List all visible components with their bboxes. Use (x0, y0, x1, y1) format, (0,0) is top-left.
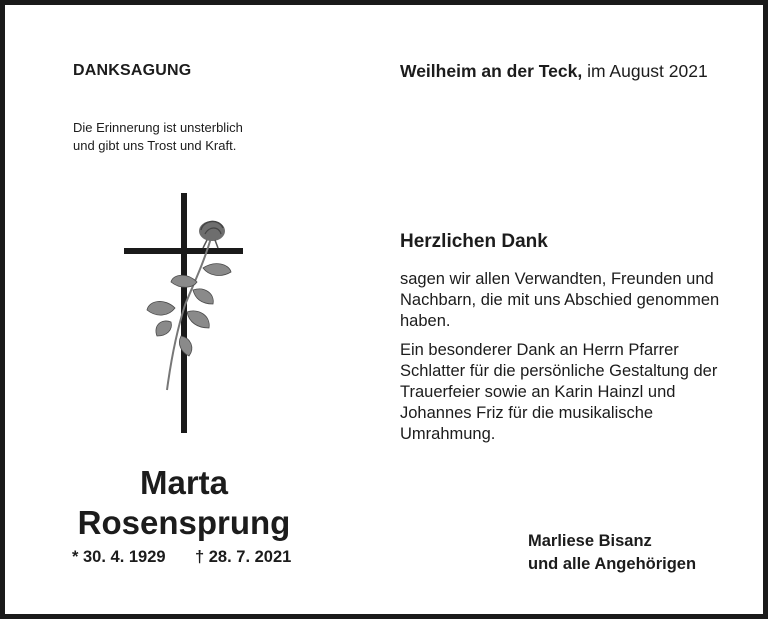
last-name: Rosensprung (77, 504, 291, 541)
thanks-paragraph-1: sagen wir allen Verwandten, Freunden und Nachbarn, die mit uns Abschied genommen haben. (400, 270, 720, 330)
motto (73, 119, 313, 155)
signer-line-2: und alle Angehörigen (528, 555, 697, 573)
cross-with-rose-icon (115, 190, 255, 435)
first-name: Marta (139, 464, 229, 501)
signer-line-1: Marliese Bisanz (528, 532, 652, 550)
rose-blossom (199, 221, 225, 248)
place-and-date (400, 61, 708, 82)
motto-line-2: und gibt uns Trost und Kraft. (73, 138, 237, 153)
signers (528, 530, 696, 576)
birth-date: * 30. 4. 1929 (72, 548, 166, 566)
death-date: † 28. 7. 2021 (195, 548, 292, 566)
thanks-paragraph-2: Ein besonderer Dank an Herrn Pfarrer Schlatter für die persönliche Gestaltung der Trauerfeier sowie an Karin Hainzl und Johannes Friz für die musikalische Umrahmung. (400, 341, 718, 443)
cross-horizontal-beam (124, 248, 243, 254)
thanks-title: Herzlichen Dank (400, 231, 548, 252)
notice-heading: DANKSAGUNG (73, 62, 192, 79)
motto-line-1: Die Erinnerung ist unsterblich (73, 120, 243, 135)
place: Weilheim an der Teck, (400, 61, 583, 81)
cross-with-rose-graphic (115, 190, 255, 435)
rose-leaves (147, 264, 231, 356)
date: im August 2021 (582, 61, 708, 81)
deceased-name (45, 463, 323, 543)
